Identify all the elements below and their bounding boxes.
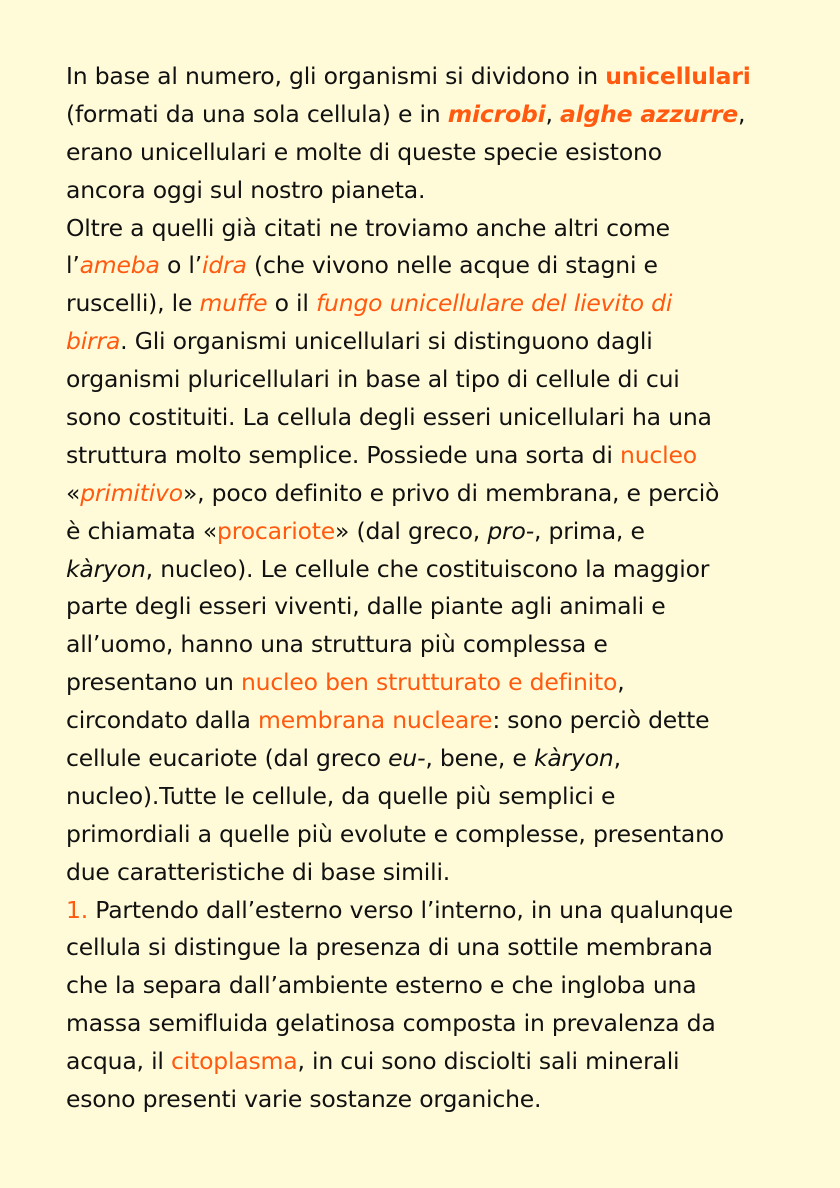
text-line bbox=[66, 1081, 806, 1119]
text-run: all’uomo, hanno una struttura più complessa e bbox=[66, 630, 608, 659]
text-line bbox=[66, 1005, 806, 1043]
text-run: cellule eucariote (dal greco bbox=[66, 744, 389, 773]
text-run: : sono perciò dette bbox=[492, 706, 710, 735]
text-run: parte degli esseri viventi, dalle piante agli animali e bbox=[66, 592, 666, 621]
text-run: . Gli organismi unicellulari si distinguono dagli bbox=[120, 327, 653, 356]
text-run: , bbox=[738, 99, 746, 128]
highlighted-term: 1. bbox=[66, 895, 89, 924]
text-line bbox=[66, 96, 806, 134]
text-run: due caratteristiche di base simili. bbox=[66, 857, 451, 886]
highlighted-term: membrana nucleare bbox=[258, 706, 493, 735]
text-line bbox=[66, 1043, 806, 1081]
text-run: , prima, e bbox=[533, 516, 645, 545]
highlighted-term: ameba bbox=[79, 251, 160, 280]
text-line bbox=[66, 58, 806, 96]
highlighted-term: eu- bbox=[388, 744, 426, 773]
text-line bbox=[66, 247, 806, 285]
text-run: « bbox=[66, 478, 81, 507]
text-run: o il bbox=[267, 289, 316, 318]
text-run: , bene, e bbox=[425, 744, 534, 773]
highlighted-term: procariote bbox=[217, 516, 336, 545]
text-line bbox=[66, 323, 806, 361]
text-run: o l’ bbox=[159, 251, 203, 280]
highlighted-term: kàryon bbox=[533, 744, 614, 773]
highlighted-term: primitivo bbox=[80, 478, 183, 507]
text-run: presentano un bbox=[66, 668, 241, 697]
highlighted-term: alghe azzurre bbox=[560, 99, 739, 128]
text-run: (formati da una sola cellula) e in bbox=[66, 99, 448, 128]
text-run: cellula si distingue la presenza di una sottile membrana bbox=[66, 933, 713, 962]
text-run: circondato dalla bbox=[66, 706, 259, 735]
text-line bbox=[66, 210, 806, 248]
text-line bbox=[66, 967, 806, 1005]
text-run: » (dal greco, bbox=[335, 516, 488, 545]
highlighted-term: idra bbox=[202, 251, 247, 280]
text-run: è chiamata « bbox=[66, 516, 218, 545]
text-line bbox=[66, 740, 806, 778]
text-run: nucleo).Tutte le cellule, da quelle più semplici e bbox=[66, 781, 616, 810]
highlighted-term: unicellulari bbox=[605, 62, 751, 90]
text-line bbox=[66, 816, 806, 854]
highlighted-term: microbi bbox=[447, 99, 546, 128]
text-run: (che vivono nelle acque di stagni e bbox=[246, 251, 658, 280]
text-run: organismi pluricellulari in base al tipo di cellule di cui bbox=[66, 365, 680, 394]
text-run: ancora oggi sul nostro pianeta. bbox=[66, 175, 426, 204]
text-line bbox=[66, 361, 806, 399]
text-line bbox=[66, 892, 806, 930]
text-run: In base al numero, gli organismi si dividono in bbox=[66, 62, 606, 90]
highlighted-term: pro- bbox=[487, 516, 534, 545]
text-run: primordiali a quelle più evolute e complesse, presentano bbox=[66, 819, 724, 848]
text-line bbox=[66, 854, 806, 892]
text-line bbox=[66, 626, 806, 664]
text-line bbox=[66, 778, 806, 816]
highlighted-term: nucleo bbox=[620, 440, 697, 469]
text-line bbox=[66, 172, 806, 210]
text-line bbox=[66, 513, 806, 551]
text-run: esono presenti varie sostanze organiche. bbox=[66, 1085, 542, 1114]
text-run: , bbox=[617, 668, 625, 697]
text-line bbox=[66, 437, 806, 475]
text-run: , nucleo). Le cellule che costituiscono la maggior bbox=[145, 554, 710, 583]
highlighted-term: kàryon bbox=[66, 554, 146, 583]
text-line bbox=[66, 929, 806, 967]
text-run: Partendo dall’esterno verso l’interno, in una qualunque bbox=[88, 895, 734, 924]
text-line bbox=[66, 551, 806, 589]
text-run: l’ bbox=[66, 251, 80, 280]
text-line bbox=[66, 399, 806, 437]
text-run: struttura molto semplice. Possiede una sorta di bbox=[66, 440, 620, 469]
highlighted-term: fungo unicellulare del lievito di bbox=[315, 289, 673, 318]
document-body bbox=[66, 58, 806, 1119]
text-run: Oltre a quelli già citati ne troviamo anche altri come bbox=[66, 213, 670, 242]
highlighted-term: nucleo ben strutturato e definito bbox=[240, 668, 618, 697]
text-run: ruscelli), le bbox=[66, 289, 200, 318]
text-line bbox=[66, 134, 806, 172]
text-run: sono costituiti. La cellula degli esseri unicellulari ha una bbox=[66, 403, 712, 432]
text-run: massa semifluida gelatinosa composta in prevalenza da bbox=[66, 1009, 716, 1038]
text-run: », poco definito e privo di membrana, e perciò bbox=[182, 478, 720, 507]
text-line bbox=[66, 475, 806, 513]
highlighted-term: muffe bbox=[199, 289, 268, 318]
text-run: , bbox=[545, 99, 560, 128]
highlighted-term: citoplasma bbox=[171, 1047, 298, 1076]
text-line bbox=[66, 664, 806, 702]
text-line bbox=[66, 702, 806, 740]
text-line bbox=[66, 588, 806, 626]
text-run: erano unicellulari e molte di queste specie esistono bbox=[66, 137, 662, 166]
text-run: acqua, il bbox=[66, 1047, 172, 1076]
text-run: , bbox=[613, 744, 621, 773]
text-run: , in cui sono disciolti sali minerali bbox=[297, 1047, 680, 1076]
text-run: che la separa dall’ambiente esterno e che ingloba una bbox=[66, 971, 697, 1000]
highlighted-term: birra bbox=[66, 327, 121, 356]
text-line bbox=[66, 285, 806, 323]
